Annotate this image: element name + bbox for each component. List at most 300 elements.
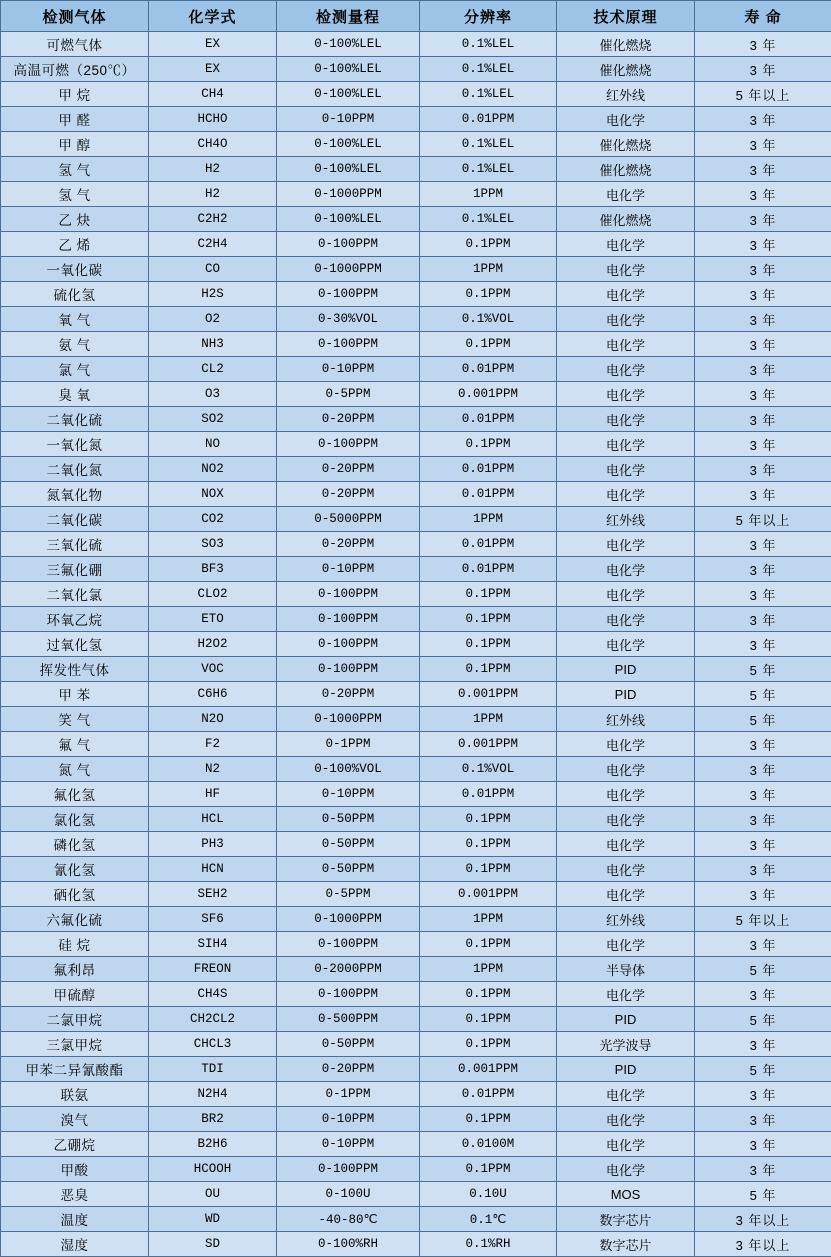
cell-lifespan: 5 年以上 bbox=[695, 82, 831, 107]
cell-chemical-formula: CHCL3 bbox=[149, 1032, 277, 1057]
cell-measuring-range: 0-100%VOL bbox=[277, 757, 420, 782]
column-header-resolution: 分辨率 bbox=[420, 1, 557, 32]
cell-chemical-formula: SD bbox=[149, 1232, 277, 1257]
cell-resolution: 0.001PPM bbox=[420, 882, 557, 907]
cell-chemical-formula: CO2 bbox=[149, 507, 277, 532]
cell-measuring-range: -40-80℃ bbox=[277, 1207, 420, 1232]
cell-lifespan: 3 年 bbox=[695, 357, 831, 382]
cell-lifespan: 3 年 bbox=[695, 757, 831, 782]
table-row bbox=[1, 607, 831, 632]
cell-resolution: 0.1PPM bbox=[420, 332, 557, 357]
cell-technology: 电化学 bbox=[557, 1132, 695, 1157]
cell-measuring-range: 0-10PPM bbox=[277, 782, 420, 807]
table-row bbox=[1, 332, 831, 357]
cell-measuring-range: 0-100%LEL bbox=[277, 132, 420, 157]
cell-technology: 电化学 bbox=[557, 582, 695, 607]
cell-measuring-range: 0-20PPM bbox=[277, 457, 420, 482]
cell-measuring-range: 0-100U bbox=[277, 1182, 420, 1207]
cell-lifespan: 3 年 bbox=[695, 632, 831, 657]
table-header bbox=[1, 1, 831, 32]
table-row bbox=[1, 932, 831, 957]
cell-chemical-formula: ETO bbox=[149, 607, 277, 632]
cell-lifespan: 3 年 bbox=[695, 732, 831, 757]
cell-resolution: 0.1PPM bbox=[420, 607, 557, 632]
cell-resolution: 0.01PPM bbox=[420, 357, 557, 382]
cell-lifespan: 3 年 bbox=[695, 382, 831, 407]
cell-chemical-formula: O2 bbox=[149, 307, 277, 332]
table-row bbox=[1, 957, 831, 982]
cell-resolution: 0.1%RH bbox=[420, 1232, 557, 1257]
cell-gas-name: 二氯甲烷 bbox=[1, 1007, 149, 1032]
cell-gas-name: 硫化氢 bbox=[1, 282, 149, 307]
table-row bbox=[1, 1007, 831, 1032]
cell-measuring-range: 0-100PPM bbox=[277, 932, 420, 957]
table-body bbox=[1, 32, 831, 1257]
cell-gas-name: 氮 气 bbox=[1, 757, 149, 782]
cell-technology: 电化学 bbox=[557, 557, 695, 582]
table-row bbox=[1, 57, 831, 82]
cell-technology: 电化学 bbox=[557, 832, 695, 857]
table-row bbox=[1, 632, 831, 657]
cell-chemical-formula: CL2 bbox=[149, 357, 277, 382]
table-row bbox=[1, 182, 831, 207]
cell-measuring-range: 0-10PPM bbox=[277, 107, 420, 132]
cell-lifespan: 5 年 bbox=[695, 682, 831, 707]
cell-gas-name: 乙硼烷 bbox=[1, 1132, 149, 1157]
cell-measuring-range: 0-100PPM bbox=[277, 982, 420, 1007]
cell-resolution: 0.01PPM bbox=[420, 107, 557, 132]
cell-lifespan: 3 年 bbox=[695, 407, 831, 432]
cell-gas-name: 硅 烷 bbox=[1, 932, 149, 957]
cell-measuring-range: 0-20PPM bbox=[277, 482, 420, 507]
cell-chemical-formula: HCHO bbox=[149, 107, 277, 132]
cell-technology: 红外线 bbox=[557, 907, 695, 932]
cell-resolution: 0.001PPM bbox=[420, 682, 557, 707]
cell-chemical-formula: B2H6 bbox=[149, 1132, 277, 1157]
cell-technology: 电化学 bbox=[557, 232, 695, 257]
cell-technology: 电化学 bbox=[557, 882, 695, 907]
cell-resolution: 1PPM bbox=[420, 182, 557, 207]
cell-gas-name: 二氧化硫 bbox=[1, 407, 149, 432]
table-row bbox=[1, 457, 831, 482]
cell-measuring-range: 0-100PPM bbox=[277, 432, 420, 457]
cell-lifespan: 3 年 bbox=[695, 257, 831, 282]
cell-lifespan: 3 年 bbox=[695, 532, 831, 557]
cell-lifespan: 3 年 bbox=[695, 57, 831, 82]
cell-gas-name: 二氧化氯 bbox=[1, 582, 149, 607]
cell-gas-name: 乙 烯 bbox=[1, 232, 149, 257]
cell-resolution: 1PPM bbox=[420, 257, 557, 282]
cell-gas-name: 甲 醇 bbox=[1, 132, 149, 157]
table-row bbox=[1, 557, 831, 582]
cell-resolution: 0.1PPM bbox=[420, 657, 557, 682]
cell-technology: 电化学 bbox=[557, 1107, 695, 1132]
cell-gas-name: 高温可燃（250℃） bbox=[1, 57, 149, 82]
cell-gas-name: 可燃气体 bbox=[1, 32, 149, 57]
cell-lifespan: 3 年 bbox=[695, 582, 831, 607]
cell-gas-name: 三氯甲烷 bbox=[1, 1032, 149, 1057]
cell-lifespan: 5 年以上 bbox=[695, 507, 831, 532]
table-row bbox=[1, 82, 831, 107]
cell-measuring-range: 0-2000PPM bbox=[277, 957, 420, 982]
cell-resolution: 0.1%LEL bbox=[420, 157, 557, 182]
cell-technology: 电化学 bbox=[557, 782, 695, 807]
table-row bbox=[1, 882, 831, 907]
cell-measuring-range: 0-50PPM bbox=[277, 807, 420, 832]
cell-gas-name: 氟 气 bbox=[1, 732, 149, 757]
cell-gas-name: 氢 气 bbox=[1, 157, 149, 182]
cell-measuring-range: 0-100%LEL bbox=[277, 207, 420, 232]
cell-resolution: 0.1%LEL bbox=[420, 132, 557, 157]
cell-measuring-range: 0-100PPM bbox=[277, 632, 420, 657]
cell-gas-name: 氯化氢 bbox=[1, 807, 149, 832]
cell-gas-name: 过氧化氢 bbox=[1, 632, 149, 657]
cell-lifespan: 3 年 bbox=[695, 332, 831, 357]
cell-technology: 电化学 bbox=[557, 1157, 695, 1182]
cell-measuring-range: 0-100PPM bbox=[277, 657, 420, 682]
cell-gas-name: 二氧化氮 bbox=[1, 457, 149, 482]
column-header-technology: 技术原理 bbox=[557, 1, 695, 32]
cell-chemical-formula: CH4O bbox=[149, 132, 277, 157]
cell-measuring-range: 0-1PPM bbox=[277, 1082, 420, 1107]
cell-measuring-range: 0-50PPM bbox=[277, 832, 420, 857]
cell-chemical-formula: N2 bbox=[149, 757, 277, 782]
column-header-lifespan: 寿 命 bbox=[695, 1, 831, 32]
table-row bbox=[1, 1107, 831, 1132]
cell-chemical-formula: N2O bbox=[149, 707, 277, 732]
cell-chemical-formula: SO3 bbox=[149, 532, 277, 557]
cell-measuring-range: 0-20PPM bbox=[277, 1057, 420, 1082]
cell-lifespan: 5 年 bbox=[695, 707, 831, 732]
table-row bbox=[1, 232, 831, 257]
table-row bbox=[1, 907, 831, 932]
cell-lifespan: 3 年 bbox=[695, 107, 831, 132]
cell-gas-name: 六氟化硫 bbox=[1, 907, 149, 932]
cell-gas-name: 甲 烷 bbox=[1, 82, 149, 107]
table-row bbox=[1, 1157, 831, 1182]
cell-chemical-formula: SF6 bbox=[149, 907, 277, 932]
cell-technology: 半导体 bbox=[557, 957, 695, 982]
cell-resolution: 0.1%VOL bbox=[420, 307, 557, 332]
cell-technology: 催化燃烧 bbox=[557, 132, 695, 157]
table-row bbox=[1, 482, 831, 507]
cell-technology: 电化学 bbox=[557, 407, 695, 432]
cell-chemical-formula: CO bbox=[149, 257, 277, 282]
cell-resolution: 0.1PPM bbox=[420, 632, 557, 657]
cell-measuring-range: 0-100%LEL bbox=[277, 32, 420, 57]
cell-chemical-formula: EX bbox=[149, 32, 277, 57]
cell-chemical-formula: NO2 bbox=[149, 457, 277, 482]
cell-measuring-range: 0-20PPM bbox=[277, 682, 420, 707]
cell-resolution: 0.01PPM bbox=[420, 557, 557, 582]
cell-resolution: 1PPM bbox=[420, 907, 557, 932]
table-row bbox=[1, 432, 831, 457]
cell-technology: 红外线 bbox=[557, 707, 695, 732]
cell-gas-name: 甲 醛 bbox=[1, 107, 149, 132]
cell-gas-name: 笑 气 bbox=[1, 707, 149, 732]
cell-lifespan: 3 年 bbox=[695, 882, 831, 907]
cell-resolution: 0.1PPM bbox=[420, 1107, 557, 1132]
cell-resolution: 0.01PPM bbox=[420, 482, 557, 507]
cell-measuring-range: 0-50PPM bbox=[277, 1032, 420, 1057]
cell-chemical-formula: NO bbox=[149, 432, 277, 457]
cell-resolution: 1PPM bbox=[420, 957, 557, 982]
cell-lifespan: 3 年 bbox=[695, 182, 831, 207]
cell-lifespan: 5 年以上 bbox=[695, 907, 831, 932]
table-row bbox=[1, 807, 831, 832]
table-row bbox=[1, 282, 831, 307]
cell-gas-name: 氟利昂 bbox=[1, 957, 149, 982]
table-row bbox=[1, 1132, 831, 1157]
cell-lifespan: 3 年以上 bbox=[695, 1207, 831, 1232]
cell-technology: 催化燃烧 bbox=[557, 207, 695, 232]
table-row bbox=[1, 132, 831, 157]
cell-chemical-formula: SO2 bbox=[149, 407, 277, 432]
cell-chemical-formula: CH2CL2 bbox=[149, 1007, 277, 1032]
cell-chemical-formula: PH3 bbox=[149, 832, 277, 857]
cell-technology: 电化学 bbox=[557, 457, 695, 482]
table-row bbox=[1, 407, 831, 432]
cell-technology: PID bbox=[557, 657, 695, 682]
cell-lifespan: 3 年 bbox=[695, 1082, 831, 1107]
cell-measuring-range: 0-1000PPM bbox=[277, 907, 420, 932]
cell-measuring-range: 0-10PPM bbox=[277, 1107, 420, 1132]
cell-measuring-range: 0-100%LEL bbox=[277, 157, 420, 182]
cell-gas-name: 三氟化硼 bbox=[1, 557, 149, 582]
cell-gas-name: 联氨 bbox=[1, 1082, 149, 1107]
cell-technology: 电化学 bbox=[557, 307, 695, 332]
cell-lifespan: 3 年 bbox=[695, 482, 831, 507]
table-row bbox=[1, 507, 831, 532]
cell-technology: 电化学 bbox=[557, 807, 695, 832]
cell-measuring-range: 0-1PPM bbox=[277, 732, 420, 757]
cell-technology: 电化学 bbox=[557, 182, 695, 207]
cell-measuring-range: 0-100PPM bbox=[277, 282, 420, 307]
table-row bbox=[1, 257, 831, 282]
cell-chemical-formula: WD bbox=[149, 1207, 277, 1232]
column-header-measuring-range: 检测量程 bbox=[277, 1, 420, 32]
cell-measuring-range: 0-10PPM bbox=[277, 1132, 420, 1157]
cell-resolution: 0.1PPM bbox=[420, 582, 557, 607]
cell-chemical-formula: H2 bbox=[149, 182, 277, 207]
cell-measuring-range: 0-100PPM bbox=[277, 232, 420, 257]
cell-gas-name: 挥发性气体 bbox=[1, 657, 149, 682]
cell-resolution: 0.001PPM bbox=[420, 732, 557, 757]
cell-resolution: 0.01PPM bbox=[420, 532, 557, 557]
table-row bbox=[1, 532, 831, 557]
table-row bbox=[1, 357, 831, 382]
cell-chemical-formula: FREON bbox=[149, 957, 277, 982]
cell-resolution: 0.1PPM bbox=[420, 1007, 557, 1032]
cell-lifespan: 3 年 bbox=[695, 557, 831, 582]
cell-gas-name: 一氧化碳 bbox=[1, 257, 149, 282]
cell-chemical-formula: C6H6 bbox=[149, 682, 277, 707]
cell-technology: PID bbox=[557, 682, 695, 707]
cell-chemical-formula: C2H4 bbox=[149, 232, 277, 257]
cell-gas-name: 氰化氢 bbox=[1, 857, 149, 882]
cell-chemical-formula: HCOOH bbox=[149, 1157, 277, 1182]
cell-chemical-formula: OU bbox=[149, 1182, 277, 1207]
cell-gas-name: 甲酸 bbox=[1, 1157, 149, 1182]
cell-resolution: 0.1PPM bbox=[420, 1032, 557, 1057]
cell-lifespan: 3 年 bbox=[695, 457, 831, 482]
cell-chemical-formula: H2S bbox=[149, 282, 277, 307]
cell-resolution: 0.1%LEL bbox=[420, 32, 557, 57]
cell-technology: PID bbox=[557, 1007, 695, 1032]
cell-chemical-formula: C2H2 bbox=[149, 207, 277, 232]
column-header-chemical-formula: 化学式 bbox=[149, 1, 277, 32]
cell-technology: 电化学 bbox=[557, 982, 695, 1007]
column-header-gas-name: 检测气体 bbox=[1, 1, 149, 32]
cell-measuring-range: 0-5PPM bbox=[277, 382, 420, 407]
cell-gas-name: 温度 bbox=[1, 1207, 149, 1232]
cell-technology: 电化学 bbox=[557, 857, 695, 882]
cell-technology: 电化学 bbox=[557, 357, 695, 382]
cell-resolution: 0.001PPM bbox=[420, 1057, 557, 1082]
cell-chemical-formula: SIH4 bbox=[149, 932, 277, 957]
cell-lifespan: 3 年 bbox=[695, 207, 831, 232]
cell-gas-name: 臭 氧 bbox=[1, 382, 149, 407]
cell-resolution: 0.0100M bbox=[420, 1132, 557, 1157]
cell-gas-name: 一氧化氮 bbox=[1, 432, 149, 457]
cell-measuring-range: 0-5000PPM bbox=[277, 507, 420, 532]
cell-gas-name: 湿度 bbox=[1, 1232, 149, 1257]
table-row bbox=[1, 307, 831, 332]
cell-technology: 电化学 bbox=[557, 1082, 695, 1107]
table-row bbox=[1, 1207, 831, 1232]
cell-technology: 红外线 bbox=[557, 507, 695, 532]
cell-chemical-formula: BR2 bbox=[149, 1107, 277, 1132]
cell-technology: 电化学 bbox=[557, 282, 695, 307]
cell-chemical-formula: EX bbox=[149, 57, 277, 82]
cell-chemical-formula: H2O2 bbox=[149, 632, 277, 657]
cell-chemical-formula: CLO2 bbox=[149, 582, 277, 607]
cell-lifespan: 3 年 bbox=[695, 1107, 831, 1132]
cell-lifespan: 3 年 bbox=[695, 782, 831, 807]
cell-technology: 电化学 bbox=[557, 607, 695, 632]
cell-gas-name: 三氧化硫 bbox=[1, 532, 149, 557]
cell-chemical-formula: H2 bbox=[149, 157, 277, 182]
cell-lifespan: 5 年 bbox=[695, 1182, 831, 1207]
cell-resolution: 0.1PPM bbox=[420, 1157, 557, 1182]
cell-technology: 电化学 bbox=[557, 382, 695, 407]
cell-chemical-formula: CH4S bbox=[149, 982, 277, 1007]
cell-technology: 电化学 bbox=[557, 107, 695, 132]
cell-technology: 数字芯片 bbox=[557, 1232, 695, 1257]
cell-measuring-range: 0-30%VOL bbox=[277, 307, 420, 332]
cell-resolution: 0.01PPM bbox=[420, 407, 557, 432]
table-row bbox=[1, 1082, 831, 1107]
cell-lifespan: 3 年 bbox=[695, 157, 831, 182]
cell-lifespan: 3 年 bbox=[695, 32, 831, 57]
cell-resolution: 0.1PPM bbox=[420, 432, 557, 457]
table-row bbox=[1, 857, 831, 882]
cell-resolution: 0.1%LEL bbox=[420, 207, 557, 232]
cell-chemical-formula: BF3 bbox=[149, 557, 277, 582]
cell-technology: 光学波导 bbox=[557, 1032, 695, 1057]
cell-gas-name: 甲硫醇 bbox=[1, 982, 149, 1007]
cell-gas-name: 恶臭 bbox=[1, 1182, 149, 1207]
cell-resolution: 0.1PPM bbox=[420, 832, 557, 857]
cell-lifespan: 3 年 bbox=[695, 1132, 831, 1157]
table-row bbox=[1, 782, 831, 807]
cell-measuring-range: 0-100PPM bbox=[277, 1157, 420, 1182]
cell-technology: 电化学 bbox=[557, 757, 695, 782]
cell-technology: 催化燃烧 bbox=[557, 32, 695, 57]
cell-chemical-formula: NOX bbox=[149, 482, 277, 507]
table-row bbox=[1, 382, 831, 407]
cell-gas-name: 氮氧化物 bbox=[1, 482, 149, 507]
cell-measuring-range: 0-100PPM bbox=[277, 607, 420, 632]
cell-measuring-range: 0-100%LEL bbox=[277, 57, 420, 82]
cell-chemical-formula: N2H4 bbox=[149, 1082, 277, 1107]
table-row bbox=[1, 207, 831, 232]
cell-gas-name: 氟化氢 bbox=[1, 782, 149, 807]
cell-resolution: 0.1PPM bbox=[420, 282, 557, 307]
cell-chemical-formula: F2 bbox=[149, 732, 277, 757]
cell-gas-name: 氢 气 bbox=[1, 182, 149, 207]
cell-chemical-formula: O3 bbox=[149, 382, 277, 407]
cell-resolution: 0.001PPM bbox=[420, 382, 557, 407]
cell-gas-name: 硒化氢 bbox=[1, 882, 149, 907]
cell-resolution: 1PPM bbox=[420, 707, 557, 732]
cell-measuring-range: 0-500PPM bbox=[277, 1007, 420, 1032]
table-row bbox=[1, 32, 831, 57]
cell-measuring-range: 0-5PPM bbox=[277, 882, 420, 907]
cell-measuring-range: 0-1000PPM bbox=[277, 707, 420, 732]
table-row bbox=[1, 582, 831, 607]
cell-measuring-range: 0-100PPM bbox=[277, 582, 420, 607]
cell-measuring-range: 0-20PPM bbox=[277, 407, 420, 432]
cell-measuring-range: 0-100PPM bbox=[277, 332, 420, 357]
cell-chemical-formula: TDI bbox=[149, 1057, 277, 1082]
cell-technology: 电化学 bbox=[557, 432, 695, 457]
cell-lifespan: 3 年 bbox=[695, 232, 831, 257]
table-row bbox=[1, 732, 831, 757]
cell-resolution: 0.01PPM bbox=[420, 1082, 557, 1107]
table-row bbox=[1, 982, 831, 1007]
cell-lifespan: 3 年 bbox=[695, 307, 831, 332]
table-row bbox=[1, 1032, 831, 1057]
cell-technology: 电化学 bbox=[557, 932, 695, 957]
cell-lifespan: 3 年 bbox=[695, 432, 831, 457]
table-row bbox=[1, 157, 831, 182]
cell-measuring-range: 0-100%LEL bbox=[277, 82, 420, 107]
cell-lifespan: 5 年 bbox=[695, 1057, 831, 1082]
cell-resolution: 0.1%VOL bbox=[420, 757, 557, 782]
cell-resolution: 0.01PPM bbox=[420, 457, 557, 482]
cell-technology: 催化燃烧 bbox=[557, 157, 695, 182]
cell-measuring-range: 0-10PPM bbox=[277, 557, 420, 582]
cell-gas-name: 氧 气 bbox=[1, 307, 149, 332]
cell-lifespan: 3 年以上 bbox=[695, 1232, 831, 1257]
cell-resolution: 0.1PPM bbox=[420, 807, 557, 832]
cell-measuring-range: 0-50PPM bbox=[277, 857, 420, 882]
table-row bbox=[1, 1182, 831, 1207]
cell-technology: 电化学 bbox=[557, 532, 695, 557]
cell-technology: 红外线 bbox=[557, 82, 695, 107]
cell-chemical-formula: SEH2 bbox=[149, 882, 277, 907]
cell-gas-name: 氨 气 bbox=[1, 332, 149, 357]
cell-chemical-formula: NH3 bbox=[149, 332, 277, 357]
cell-technology: 催化燃烧 bbox=[557, 57, 695, 82]
cell-resolution: 0.1%LEL bbox=[420, 82, 557, 107]
cell-gas-name: 甲 苯 bbox=[1, 682, 149, 707]
cell-resolution: 1PPM bbox=[420, 507, 557, 532]
cell-resolution: 0.1%LEL bbox=[420, 57, 557, 82]
table-row bbox=[1, 757, 831, 782]
table-row bbox=[1, 1057, 831, 1082]
